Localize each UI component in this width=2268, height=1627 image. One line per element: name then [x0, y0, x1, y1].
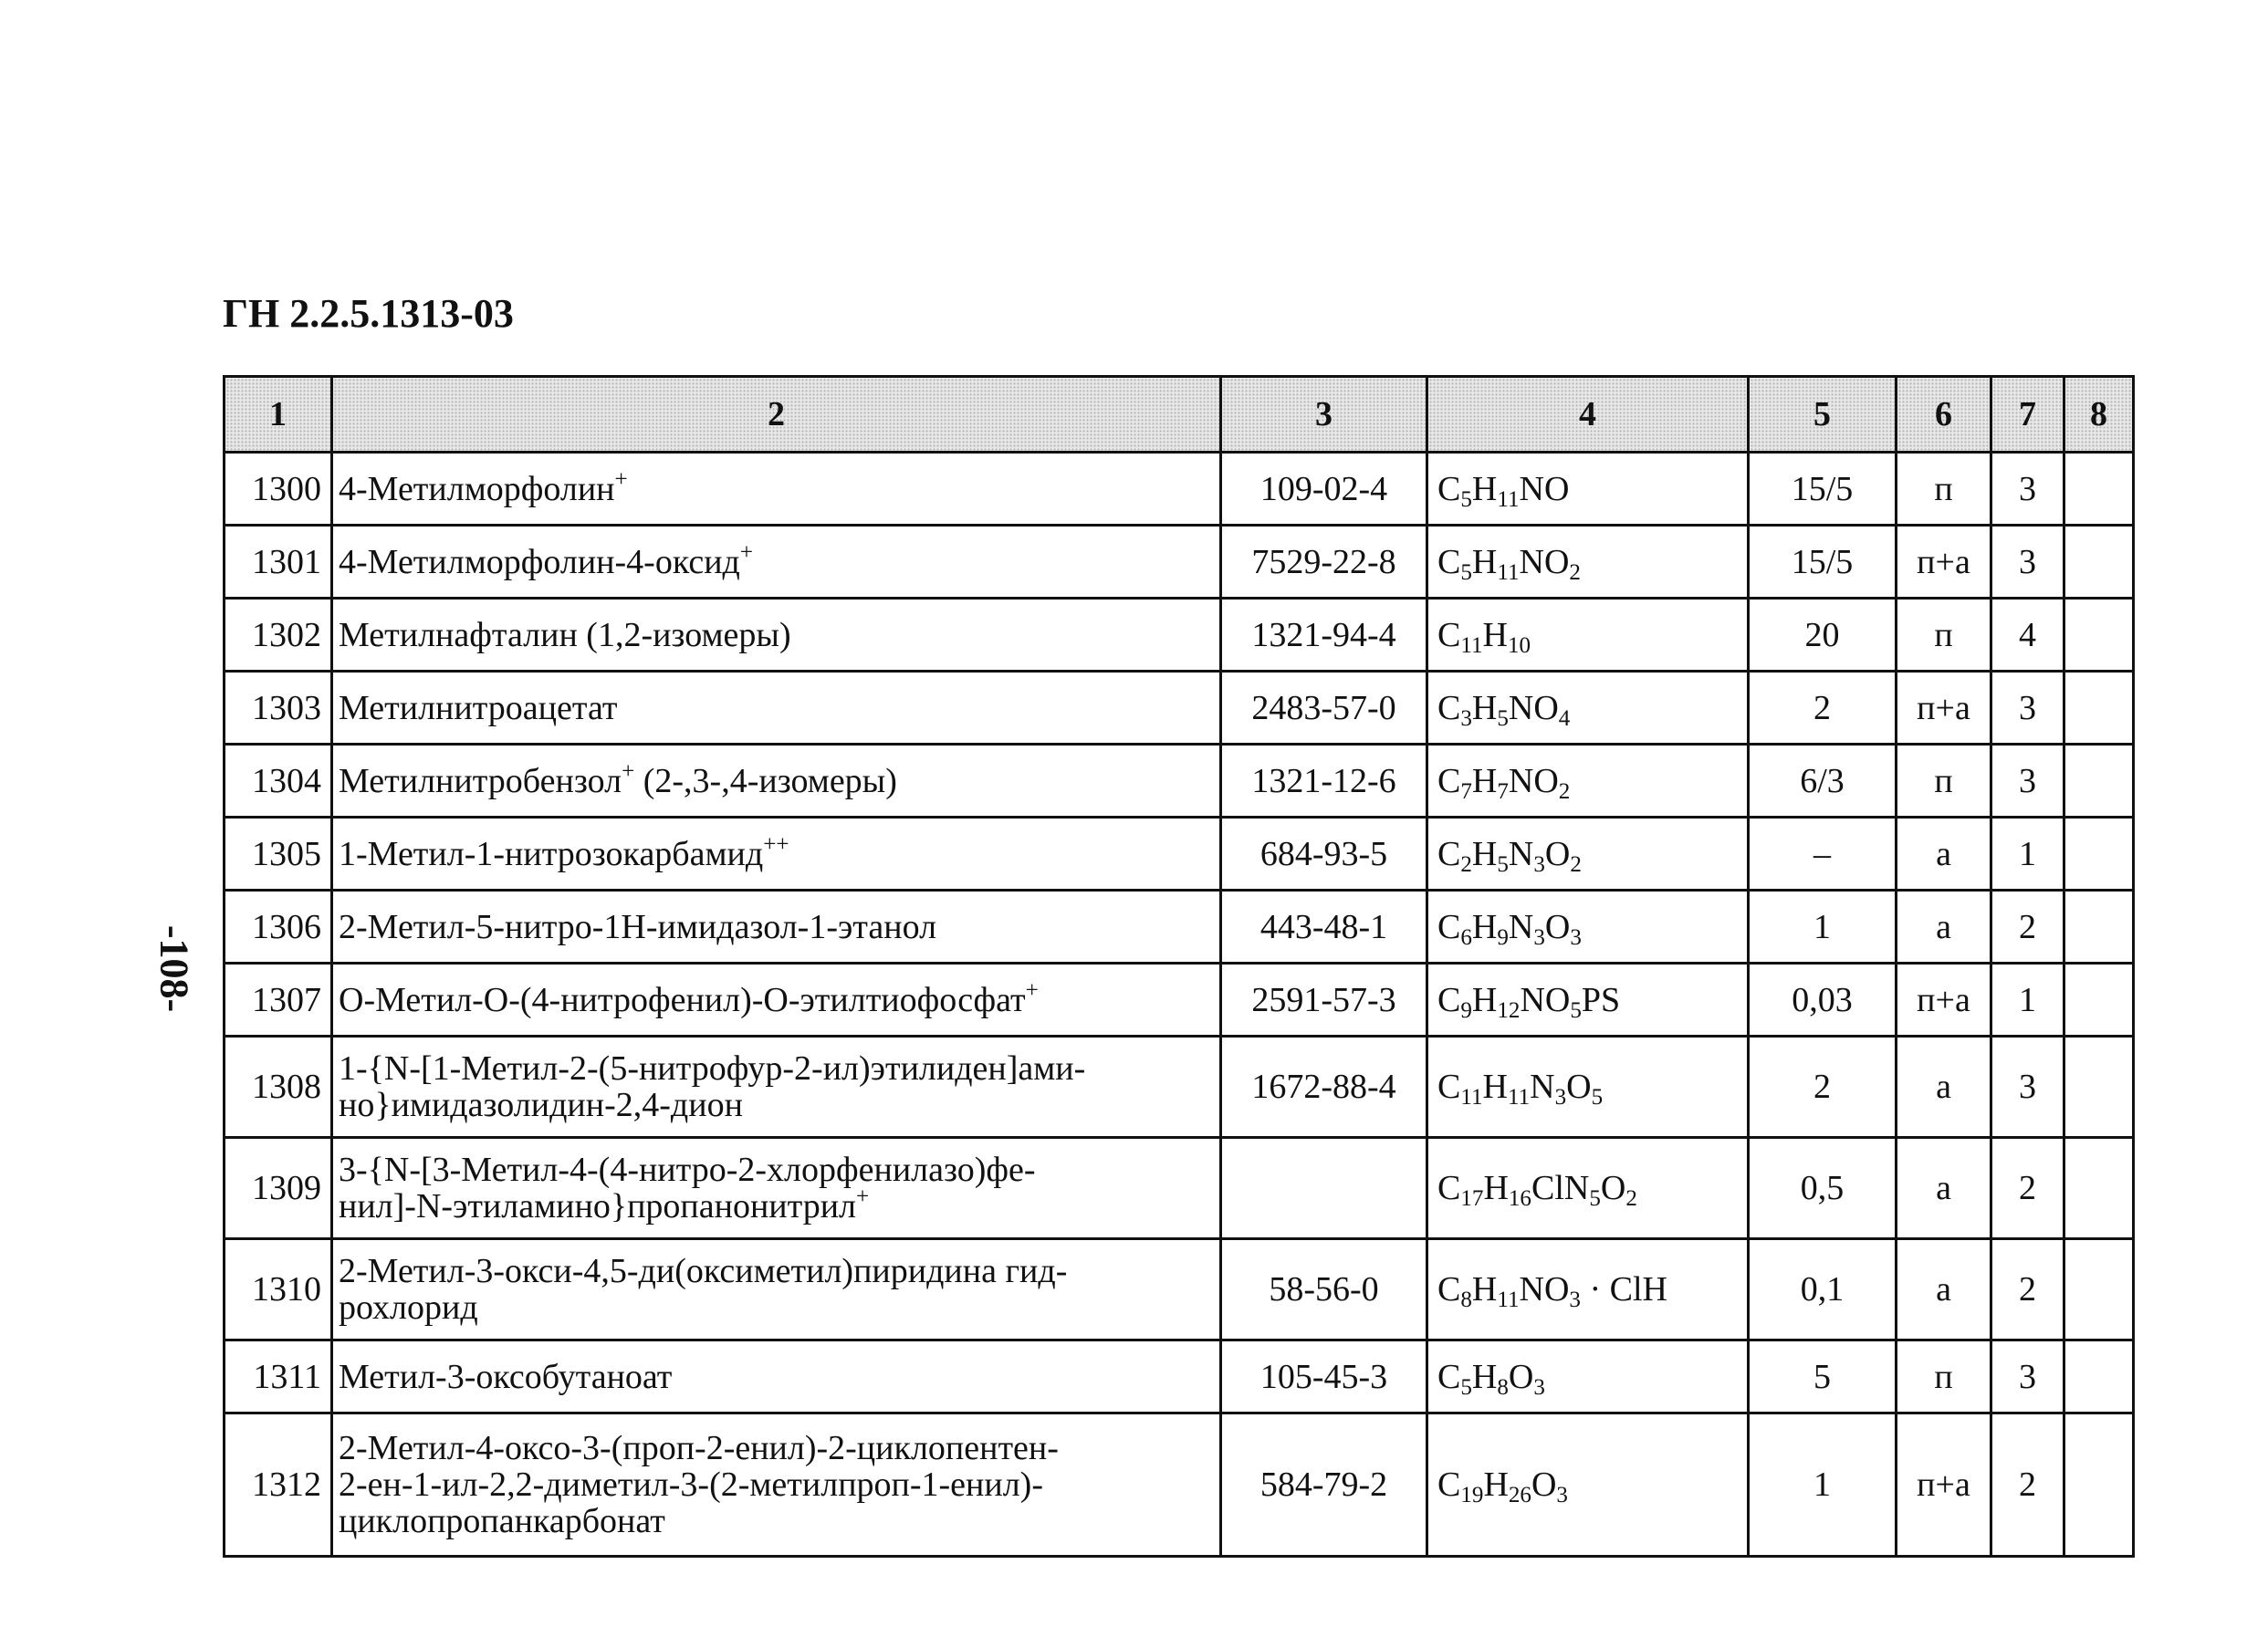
cell-limit-value: 2 — [1749, 672, 1897, 745]
formula-part: 5 — [1460, 1374, 1472, 1400]
formula-part: 11 — [1497, 559, 1520, 585]
column-header-4: 4 — [1427, 377, 1749, 453]
cell-note — [2064, 672, 2134, 745]
formula-part: C — [1437, 688, 1461, 727]
formula-part: C — [1437, 1068, 1461, 1106]
formula-part: 11 — [1497, 486, 1520, 512]
document-code: ГН 2.2.5.1313-03 — [223, 291, 514, 336]
cell-number: 1309 — [225, 1138, 332, 1239]
header-row — [225, 377, 2134, 453]
cell-note — [2064, 1138, 2134, 1239]
cell-number: 1301 — [225, 526, 332, 599]
substance-name-line: 4-Метилморфолин-4-оксид — [339, 542, 740, 581]
formula-part: 5 — [1497, 851, 1509, 877]
formula-part: NO — [1519, 1270, 1570, 1309]
cell-substance-name — [332, 453, 1221, 526]
cell-formula — [1427, 818, 1749, 891]
cell-number: 1302 — [225, 599, 332, 672]
cell-formula — [1427, 672, 1749, 745]
cell-number: 1307 — [225, 964, 332, 1037]
formula-part: C — [1437, 1169, 1461, 1207]
cell-cas-number: 684-93-5 — [1221, 818, 1427, 891]
substance-name-line: нил]-N-этиламино}пропанонитрил — [339, 1187, 856, 1225]
formula-part: NO — [1520, 980, 1571, 1019]
formula-part: 6 — [1460, 924, 1472, 950]
cell-cas-number: 109-02-4 — [1221, 453, 1427, 526]
cell-substance-name — [332, 526, 1221, 599]
substance-name-line: 2-ен-1-ил-2,2-диметил-3-(2-метилпроп-1-енил)- — [339, 1465, 1043, 1504]
table-row — [225, 1037, 2134, 1138]
table-row — [225, 599, 2134, 672]
cell-formula — [1427, 891, 1749, 964]
cell-substance-name — [332, 964, 1221, 1037]
formula-part: O — [1600, 1169, 1626, 1207]
cell-substance-name — [332, 745, 1221, 818]
cell-note — [2064, 453, 2134, 526]
cell-hazard-class: 3 — [1991, 453, 2064, 526]
cell-note — [2064, 745, 2134, 818]
table-row — [225, 453, 2134, 526]
cell-aggregate-state: п+а — [1897, 1413, 1991, 1557]
cell-limit-value: 15/5 — [1749, 453, 1897, 526]
formula-part: 5 — [1591, 1085, 1604, 1111]
cell-substance-name — [332, 1239, 1221, 1340]
cell-formula — [1427, 453, 1749, 526]
formula-part: · ClH — [1580, 1270, 1667, 1309]
cell-substance-name — [332, 599, 1221, 672]
formula-part: C — [1437, 1357, 1461, 1396]
formula-part: H — [1482, 615, 1508, 654]
formula-part: 3 — [1569, 1288, 1581, 1313]
formula-part: 19 — [1460, 1483, 1484, 1508]
substance-name-line: Метилнитроацетат — [339, 688, 618, 727]
cell-aggregate-state: а — [1897, 1138, 1991, 1239]
formula-part: H — [1483, 1465, 1509, 1504]
formula-part: 16 — [1508, 1186, 1531, 1212]
formula-part: H — [1471, 834, 1498, 873]
cell-cas-number: 7529-22-8 — [1221, 526, 1427, 599]
cell-formula — [1427, 745, 1749, 818]
formula-part: O — [1544, 834, 1571, 873]
cell-cas-number: 1672-88-4 — [1221, 1037, 1427, 1138]
cell-formula — [1427, 1340, 1749, 1413]
table-body — [225, 453, 2134, 1557]
formula-part: 5 — [1589, 1186, 1601, 1212]
table-row — [225, 672, 2134, 745]
cell-cas-number: 2591-57-3 — [1221, 964, 1427, 1037]
table-row — [225, 1413, 2134, 1557]
substance-name-line: 2-Метил-3-окси-4,5-ди(оксиметил)пиридина гид- — [339, 1252, 1068, 1290]
formula-part: H — [1471, 1270, 1498, 1309]
substance-name-line: О-Метил-О-(4-нитрофенил)-О-этилтиофосфат — [339, 980, 1026, 1019]
cell-note — [2064, 1413, 2134, 1557]
table-row — [225, 526, 2134, 599]
cell-limit-value: 6/3 — [1749, 745, 1897, 818]
cell-hazard-class: 3 — [1991, 1340, 2064, 1413]
formula-part: H — [1471, 469, 1498, 508]
formula-part: 3 — [1570, 924, 1582, 950]
formula-part: 2 — [1558, 778, 1571, 804]
formula-part: N — [1508, 907, 1534, 946]
substance-name-mark: + — [614, 466, 628, 492]
cell-number: 1312 — [225, 1413, 332, 1557]
formula-part: 5 — [1460, 559, 1472, 585]
formula-part: N — [1508, 834, 1534, 873]
cell-limit-value: 5 — [1749, 1340, 1897, 1413]
cell-hazard-class: 2 — [1991, 891, 2064, 964]
cell-aggregate-state: п — [1897, 599, 1991, 672]
formula-part: C — [1437, 980, 1461, 1019]
cell-number: 1303 — [225, 672, 332, 745]
formula-part: 10 — [1507, 632, 1531, 658]
formula-part: 5 — [1460, 486, 1472, 512]
table-row — [225, 1239, 2134, 1340]
formula-part: 11 — [1460, 1085, 1483, 1111]
table-row — [225, 964, 2134, 1037]
formula-part: N — [1530, 1068, 1555, 1106]
substance-name-mark: ++ — [763, 831, 789, 857]
formula-part: H — [1471, 761, 1498, 800]
cell-formula — [1427, 599, 1749, 672]
substance-name-line: циклопропанкарбонат — [339, 1502, 665, 1540]
substance-name-line: 3-{N-[3-Метил-4-(4-нитро-2-хлорфенилазо)фе- — [339, 1151, 1036, 1189]
cell-limit-value: 1 — [1749, 891, 1897, 964]
substances-table — [223, 375, 2135, 1558]
cell-substance-name — [332, 672, 1221, 745]
cell-hazard-class: 3 — [1991, 672, 2064, 745]
column-header-5: 5 — [1749, 377, 1897, 453]
formula-part: 7 — [1497, 778, 1509, 804]
cell-number: 1300 — [225, 453, 332, 526]
cell-aggregate-state: п+а — [1897, 526, 1991, 599]
cell-number: 1308 — [225, 1037, 332, 1138]
cell-hazard-class: 3 — [1991, 745, 2064, 818]
formula-part: 3 — [1460, 705, 1472, 731]
substance-name-line: 1-{N-[1-Метил-2-(5-нитрофур-2-ил)этилиден]ами- — [339, 1049, 1086, 1088]
formula-part: 5 — [1497, 705, 1509, 731]
substance-name-line: но}имидазолидин-2,4-дион — [339, 1086, 743, 1124]
column-header-7: 7 — [1991, 377, 2064, 453]
cell-aggregate-state: а — [1897, 818, 1991, 891]
column-header-2: 2 — [332, 377, 1221, 453]
formula-part: C — [1437, 834, 1461, 873]
cell-formula — [1427, 1138, 1749, 1239]
cell-number: 1305 — [225, 818, 332, 891]
formula-part: 3 — [1556, 1483, 1568, 1508]
formula-part: O — [1531, 1465, 1557, 1504]
cell-cas-number: 58-56-0 — [1221, 1239, 1427, 1340]
cell-hazard-class: 1 — [1991, 964, 2064, 1037]
substance-name-line: Метил-3-оксобутаноат — [339, 1357, 673, 1396]
column-header-6: 6 — [1897, 377, 1991, 453]
table-row — [225, 1138, 2134, 1239]
formula-part: H — [1471, 907, 1498, 946]
cell-hazard-class: 1 — [1991, 818, 2064, 891]
cell-cas-number: 1321-94-4 — [1221, 599, 1427, 672]
substance-name-line: Метилнитробензол — [339, 761, 622, 800]
cell-limit-value: 0,5 — [1749, 1138, 1897, 1239]
cell-number: 1311 — [225, 1340, 332, 1413]
formula-part: PS — [1581, 980, 1621, 1019]
formula-part: 2 — [1570, 851, 1582, 877]
formula-part: 2 — [1625, 1186, 1637, 1212]
column-header-8: 8 — [2064, 377, 2134, 453]
formula-part: 9 — [1497, 924, 1509, 950]
cell-aggregate-state: а — [1897, 891, 1991, 964]
substance-name-mark: + — [1025, 977, 1039, 1003]
cell-cas-number — [1221, 1138, 1427, 1239]
cell-cas-number: 105-45-3 — [1221, 1340, 1427, 1413]
cell-hazard-class: 4 — [1991, 599, 2064, 672]
cell-note — [2064, 599, 2134, 672]
formula-part: 3 — [1554, 1085, 1567, 1111]
cell-aggregate-state: п+а — [1897, 672, 1991, 745]
cell-aggregate-state: а — [1897, 1037, 1991, 1138]
cell-limit-value: 0,03 — [1749, 964, 1897, 1037]
cell-cas-number: 1321-12-6 — [1221, 745, 1427, 818]
formula-part: 9 — [1460, 997, 1472, 1023]
formula-part: 12 — [1497, 997, 1521, 1023]
cell-aggregate-state: а — [1897, 1239, 1991, 1340]
cell-cas-number: 443-48-1 — [1221, 891, 1427, 964]
cell-aggregate-state: п+а — [1897, 964, 1991, 1037]
cell-note — [2064, 1037, 2134, 1138]
cell-substance-name — [332, 1413, 1221, 1557]
cell-cas-number: 584-79-2 — [1221, 1413, 1427, 1557]
column-header-3: 3 — [1221, 377, 1427, 453]
cell-limit-value: 15/5 — [1749, 526, 1897, 599]
substance-name-line: 4-Метилморфолин — [339, 469, 615, 508]
table-row — [225, 745, 2134, 818]
formula-part: C — [1437, 469, 1461, 508]
cell-hazard-class: 3 — [1991, 526, 2064, 599]
formula-part: NO — [1508, 688, 1559, 727]
formula-part: H — [1471, 1357, 1498, 1396]
formula-part: ClN — [1531, 1169, 1590, 1207]
formula-part: O — [1544, 907, 1571, 946]
cell-substance-name — [332, 1340, 1221, 1413]
substance-name-suffix: (2-,3-,4-изомеры) — [634, 761, 897, 800]
substance-name-line: рохлорид — [339, 1288, 478, 1327]
formula-part: C — [1437, 615, 1461, 654]
cell-formula — [1427, 1413, 1749, 1557]
formula-part: 8 — [1460, 1288, 1472, 1313]
cell-note — [2064, 818, 2134, 891]
cell-limit-value: 20 — [1749, 599, 1897, 672]
formula-part: C — [1437, 907, 1461, 946]
formula-part: H — [1471, 542, 1498, 581]
formula-part: 11 — [1507, 1085, 1531, 1111]
cell-formula — [1427, 1239, 1749, 1340]
cell-aggregate-state: п — [1897, 453, 1991, 526]
formula-part: 4 — [1558, 705, 1571, 731]
formula-part: H — [1483, 1169, 1509, 1207]
cell-formula — [1427, 526, 1749, 599]
formula-part: C — [1437, 1465, 1461, 1504]
formula-part: 17 — [1460, 1186, 1484, 1212]
formula-part: 2 — [1460, 851, 1472, 877]
formula-part: 3 — [1533, 924, 1545, 950]
cell-hazard-class: 2 — [1991, 1413, 2064, 1557]
formula-part: 3 — [1533, 851, 1545, 877]
formula-part: H — [1471, 980, 1498, 1019]
table-row — [225, 891, 2134, 964]
formula-part: H — [1482, 1068, 1508, 1106]
cell-note — [2064, 891, 2134, 964]
formula-part: 11 — [1497, 1288, 1520, 1313]
cell-cas-number: 2483-57-0 — [1221, 672, 1427, 745]
cell-hazard-class: 2 — [1991, 1239, 2064, 1340]
formula-part: H — [1471, 688, 1498, 727]
cell-note — [2064, 1340, 2134, 1413]
formula-part: 7 — [1460, 778, 1472, 804]
cell-formula — [1427, 964, 1749, 1037]
substance-name-line: 2-Метил-5-нитро-1Н-имидазол-1-этанол — [339, 907, 937, 946]
substance-name-line: 1-Метил-1-нитрозокарбамид — [339, 834, 764, 873]
cell-note — [2064, 964, 2134, 1037]
cell-limit-value: – — [1749, 818, 1897, 891]
cell-number: 1310 — [225, 1239, 332, 1340]
table-row — [225, 818, 2134, 891]
substance-name-line: 2-Метил-4-оксо-3-(проп-2-енил)-2-циклопентен- — [339, 1429, 1059, 1467]
formula-part: 26 — [1508, 1483, 1531, 1508]
substance-name-mark: + — [739, 539, 754, 565]
cell-substance-name — [332, 891, 1221, 964]
cell-aggregate-state: п — [1897, 745, 1991, 818]
formula-part: 8 — [1497, 1374, 1509, 1400]
cell-limit-value: 0,1 — [1749, 1239, 1897, 1340]
table-row — [225, 1340, 2134, 1413]
cell-formula — [1427, 1037, 1749, 1138]
formula-part: NO — [1508, 761, 1559, 800]
cell-substance-name — [332, 1138, 1221, 1239]
formula-part: C — [1437, 1270, 1461, 1309]
formula-part: 3 — [1533, 1374, 1545, 1400]
cell-aggregate-state: п — [1897, 1340, 1991, 1413]
formula-part: O — [1508, 1357, 1534, 1396]
substance-name-line: Метилнафталин (1,2-изомеры) — [339, 615, 791, 654]
cell-limit-value: 2 — [1749, 1037, 1897, 1138]
column-header-1: 1 — [225, 377, 332, 453]
cell-number: 1306 — [225, 891, 332, 964]
cell-note — [2064, 1239, 2134, 1340]
cell-substance-name — [332, 818, 1221, 891]
cell-note — [2064, 526, 2134, 599]
page-number: -108- — [152, 924, 197, 1013]
cell-number: 1304 — [225, 745, 332, 818]
formula-part: O — [1566, 1068, 1592, 1106]
substance-name-mark: + — [856, 1184, 870, 1209]
formula-part: 2 — [1569, 559, 1581, 585]
formula-part: C — [1437, 542, 1461, 581]
formula-part: 5 — [1570, 997, 1582, 1023]
formula-part: NO — [1519, 469, 1570, 508]
cell-hazard-class: 3 — [1991, 1037, 2064, 1138]
formula-part: 11 — [1460, 632, 1483, 658]
cell-limit-value: 1 — [1749, 1413, 1897, 1557]
cell-hazard-class: 2 — [1991, 1138, 2064, 1239]
substance-name-mark: + — [622, 758, 635, 784]
formula-part: C — [1437, 761, 1461, 800]
cell-substance-name — [332, 1037, 1221, 1138]
formula-part: NO — [1519, 542, 1570, 581]
